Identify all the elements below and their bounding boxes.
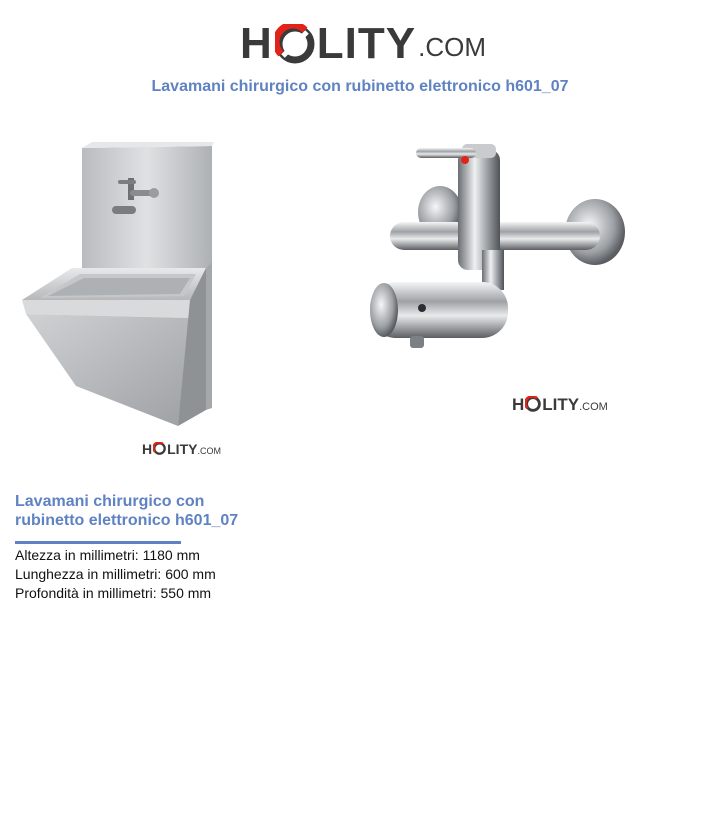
spec-depth: Profondità in millimetri: 550 mm xyxy=(15,585,212,601)
product-specs xyxy=(15,546,216,603)
logo-o-icon xyxy=(275,24,315,64)
logo-suffix: .COM xyxy=(418,32,486,62)
logo-o-icon xyxy=(153,442,166,455)
faucet-image-logo: H LITY .COM xyxy=(512,395,608,414)
logo-text-lity: LITY xyxy=(316,19,417,68)
logo-letter-h: H xyxy=(240,19,273,68)
title-divider xyxy=(15,541,181,544)
holity-logo[interactable] xyxy=(240,16,486,66)
spec-length: Lunghezza in millimetri: 600 mm xyxy=(15,566,216,582)
page-title: Lavamani chirurgico con rubinetto elettronico h601_07 xyxy=(151,78,569,95)
spec-height: Altezza in millimetri: 1180 mm xyxy=(15,547,200,563)
sink-product-image xyxy=(0,118,230,468)
faucet-product-image xyxy=(350,130,640,430)
product-title: Lavamani chirurgico con rubinetto elettronico h601_07 xyxy=(15,493,239,529)
sink-image-logo: H LITY .COM xyxy=(142,441,221,457)
logo-o-icon xyxy=(525,396,541,412)
